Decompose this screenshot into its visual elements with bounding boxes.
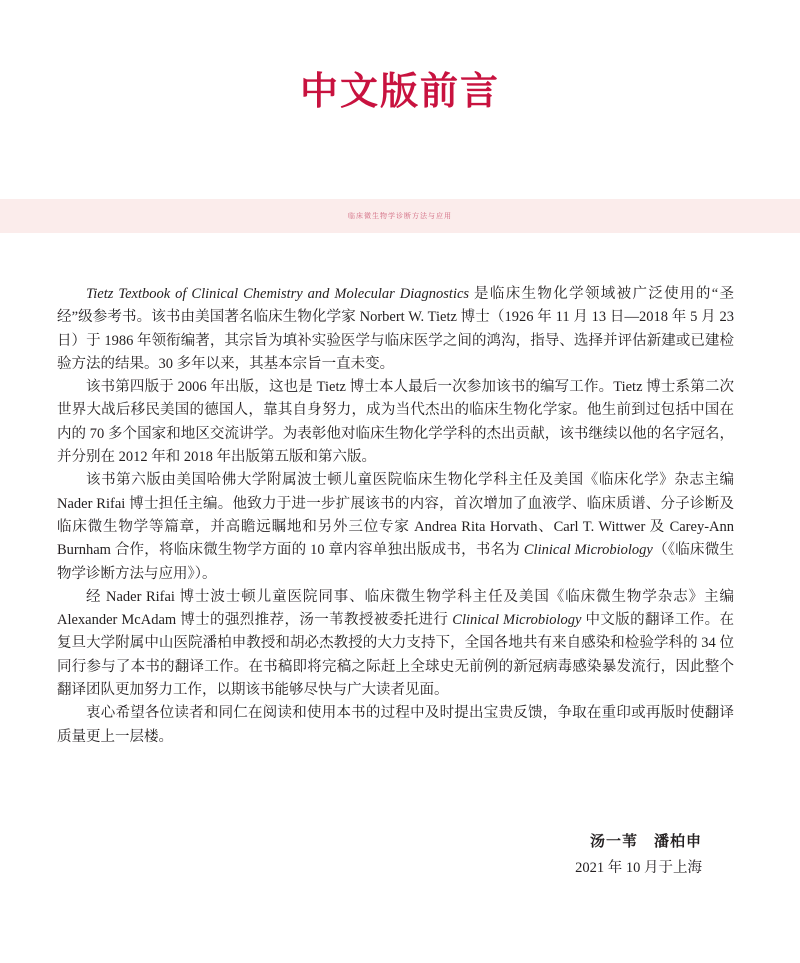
signature-names: 汤一苇 潘柏申 bbox=[589, 832, 702, 850]
paragraph-1-text: 是临床生物化学领域被广泛使用的“圣经”级参考书。该书由美国著名临床生物化学家 Norbert W. Tietz 博士（1926 年 11 月 13 日—2018 年 5 月 23 日）于 1986 年领衔编著，其宗旨为填补实验医学与临床医学之间的鸿沟，指导、选择并评估新建或已建检验方法的结果。30 多年以来，其基本宗旨一直未变。 bbox=[57, 286, 734, 372]
paragraph-4-text-a: 经 Nader Rifai 博士波士顿儿童医院同事、临床微生物学科主任及美国《临床微生物学杂志》主编 Alexander McAdam 博士的强烈推荐，汤一苇教授被委托进行 bbox=[57, 588, 734, 629]
book-title-tietz: Tietz Textbook of Clinical Chemistry and Molecular Diagnostics bbox=[86, 286, 470, 302]
paragraph-3-text-a: 该书第六版由美国哈佛大学附属波士顿儿童医院临床生物化学科主任及美国《临床化学》杂志主编 Nader Rifai 博士担任主编。他致力于进一步扩展该书的内容，首次增加了血液学、临床质谱、分子诊断及临床微生物学等篇章，并高瞻远瞩地和另外三位专家 Andrea Rita Horvath、Carl T. Wittwer 及 Carey-Ann Burnham 合作，将临床微生物学方面的 10 章内容单独出版成书，书名为 bbox=[57, 472, 734, 559]
running-header-text: 临床微生物学诊断方法与应用 bbox=[348, 212, 452, 220]
paragraph-2: 该书第四版于 2006 年出版，这也是 Tietz 博士本人最后一次参加该书的编写工作。Tietz 博士系第二次世界大战后移民美国的德国人，靠其自身努力，成为当代杰出的临床生物化学家。他生前到过包括中国在内的 70 多个国家和地区交流讲学。为表彰他对临床生物化学学科的杰出贡献，该书继续以他的名字冠名，并分别在 2012 年和 2018 年出版第五版和第六版。 bbox=[57, 379, 734, 466]
book-title-clinical-microbiology: Clinical Microbiology bbox=[523, 542, 653, 559]
paragraph-4 bbox=[57, 586, 734, 702]
signature-date: 2021 年 10 月于上海 bbox=[575, 860, 702, 876]
page-title: 中文版前言 bbox=[299, 68, 500, 113]
paragraph-3-text-b: （《临床微生物学诊断方法与应用》）。 bbox=[57, 542, 734, 582]
paragraph-4-text-b: 中文版的翻译工作。在复旦大学附属中山医院潘柏申教授和胡必杰教授的大力支持下，全国各地共有来自感染和检验学科的 34 位同行参与了本书的翻译工作。在书稿即将完稿之际赶上全球史无前例的新冠病毒感染暴发流行，因此整个翻译团队更加努力工作，以期该书能够尽快与广大读者见面。 bbox=[57, 612, 734, 699]
preface-body bbox=[57, 283, 734, 749]
paragraph-1 bbox=[57, 283, 734, 376]
book-title-clinical-microbiology-2: Clinical Microbiology bbox=[452, 612, 582, 629]
paragraph-3 bbox=[57, 469, 734, 585]
paragraph-5: 衷心希望各位读者和同仁在阅读和使用本书的过程中及时提出宝贵反馈，争取在重印或再版时使翻译质量更上一层楼。 bbox=[57, 705, 734, 745]
running-header-band bbox=[0, 199, 800, 233]
